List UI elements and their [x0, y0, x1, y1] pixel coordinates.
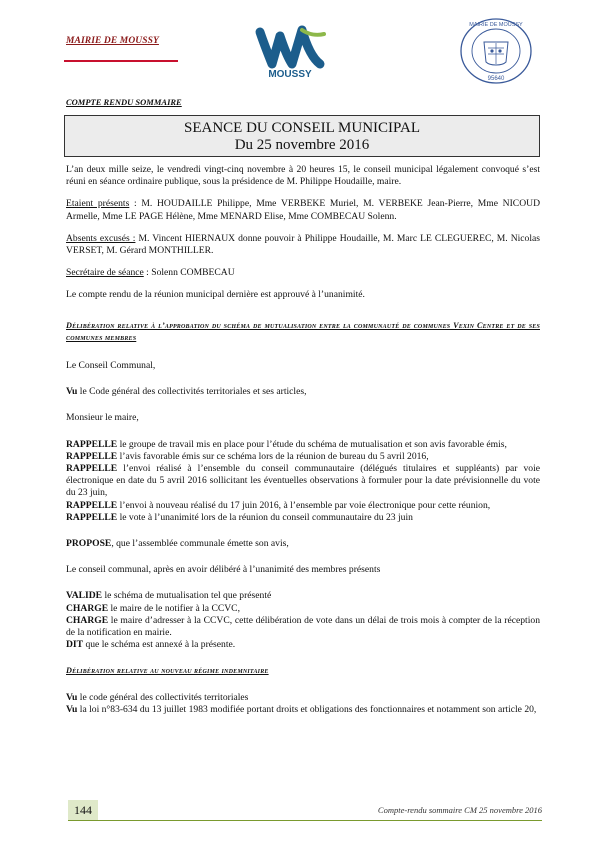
- delib1-vu: [66, 386, 540, 398]
- seal-top-text: MAIRIE DE MOUSSY: [469, 22, 523, 28]
- propose-paragraph: [66, 538, 540, 550]
- title-box: [64, 115, 540, 157]
- absents-paragraph: [66, 233, 540, 257]
- rappelle-text: le vote à l’unanimité lors de la réunion du conseil communautaire du 23 juin: [117, 511, 413, 523]
- page-number: 144: [68, 800, 98, 821]
- rappelle-item: [66, 463, 540, 500]
- page-date: Du 25 novembre 2016: [234, 137, 370, 153]
- delib1-conseil: Le Conseil Communal,: [66, 360, 156, 372]
- mairie-heading: MAIRIE DE MOUSSY: [66, 36, 159, 46]
- rappelle-item: [66, 451, 540, 463]
- moussy-logo-icon: [250, 24, 330, 80]
- rappelle-keyword: RAPPELLE: [66, 463, 118, 475]
- logo-text: MOUSSY: [268, 69, 312, 80]
- vu-keyword: Vu: [66, 386, 78, 398]
- mairie-seal-icon: [458, 16, 534, 86]
- rappelle-text: l’envoi réalisé à l’ensemble du conseil communautaire (délégués titulaires et suppléants) par voie électronique en date du 5 avril 2016 sollicitant les éventuelles observations à formuler pour la date prévisionnelle du vote du 23 juin,: [66, 463, 540, 499]
- decision-item: [66, 639, 540, 651]
- deliberation-paragraph: Le conseil communal, après en avoir délibéré à l’unanimité des membres présents: [66, 564, 381, 576]
- delib1-monsieur: Monsieur le maire,: [66, 412, 139, 424]
- delib1-heading: Délibération relative à l’approbation du schéma de mutualisation entre la communauté de communes Vexin Centre et de ses communes membres: [66, 320, 540, 342]
- delib2-heading: Délibération relative au nouveau régime indemnitaire: [66, 666, 269, 676]
- vu-text: le code général des collectivités territoriales: [77, 691, 249, 703]
- section-label: COMPTE RENDU SOMMAIRE: [66, 97, 182, 107]
- rappelle-item: [66, 500, 540, 512]
- presents-text: : M. HOUDAILLE Philippe, Mme VERBEKE Muriel, M. VERBEKE Jean-Pierre, Mme NICOUD Armelle, Mme LE PAGE Hélène, Mme MENARD Elise, Mme COMBECAU Solenn.: [66, 198, 540, 222]
- footer-caption: Compte-rendu sommaire CM 25 novembre 2016: [377, 805, 542, 815]
- decision-text: que le schéma est annexé à la présente.: [83, 639, 236, 651]
- rappelle-keyword: RAPPELLE: [66, 511, 118, 523]
- footer-rule: [98, 820, 542, 821]
- rappelle-item: [66, 512, 540, 524]
- rappelle-keyword: RAPPELLE: [66, 438, 118, 450]
- rappelle-text: l’envoi à nouveau réalisé du 17 juin 2016, à l’ensemble par voie électronique pour cette réunion,: [117, 499, 491, 511]
- rappelle-keyword: RAPPELLE: [66, 499, 118, 511]
- rappelle-list: [66, 439, 540, 524]
- propose-keyword: PROPOSE: [66, 538, 112, 550]
- document-body: [66, 164, 540, 716]
- propose-text: , que l’assemblée communale émette son avis,: [111, 538, 289, 550]
- decision-keyword: DIT: [66, 639, 84, 651]
- presents-paragraph: [66, 198, 540, 222]
- secretaire-label: Secrétaire de séance: [66, 267, 144, 279]
- decision-text: le maire d’adresser à la CCVC, cette délibération de vote dans un délai de trois mois à compter de la réception de la notification en mairie.: [66, 614, 540, 639]
- decision-list: [66, 590, 540, 651]
- decision-item: [66, 615, 540, 639]
- vu-keyword: Vu: [66, 691, 78, 703]
- intro-paragraph: L’an deux mille seize, le vendredi vingt-cinq novembre à 20 heures 15, le conseil municipal légalement convoqué s’est réuni en séance ordinaire publique, sous la présidence de M. Philippe Houdaille, maire.: [66, 164, 540, 188]
- secretaire-paragraph: [66, 267, 540, 279]
- rappelle-text: le groupe de travail mis en place pour l’étude du schéma de mutualisation et son avis favorable émis,: [117, 438, 507, 450]
- decision-text: le schéma de mutualisation tel que présenté: [102, 590, 272, 602]
- delib2-vu2: [66, 704, 540, 716]
- delib2-vu1: [66, 692, 540, 704]
- decision-item: [66, 590, 540, 602]
- absents-text: M. Vincent HIERNAUX donne pouvoir à Philippe Houdaille, M. Marc LE CLEGUEREC, M. Nicolas VERSET, M. Gérard MONTHILLER.: [66, 232, 540, 257]
- vu-keyword: Vu: [66, 703, 78, 715]
- rappelle-keyword: RAPPELLE: [66, 450, 118, 462]
- rappelle-text: l’avis favorable émis sur ce schéma lors de la réunion de bureau du 5 avril 2016,: [117, 450, 429, 462]
- decision-keyword: CHARGE: [66, 602, 109, 614]
- seal-bottom-text: 95640: [487, 76, 505, 82]
- decision-keyword: VALIDE: [66, 590, 103, 602]
- decision-item: [66, 603, 540, 615]
- vu-text: le Code général des collectivités territoriales et ses articles,: [77, 386, 307, 398]
- absents-label: Absents excusés :: [66, 232, 136, 244]
- decision-text: le maire de le notifier à la CCVC,: [108, 602, 240, 614]
- secretaire-text: : Solenn COMBECAU: [143, 267, 235, 279]
- header-rule: [64, 60, 178, 62]
- page-title: SEANCE DU CONSEIL MUNICIPAL: [184, 120, 420, 136]
- presents-label: Etaient présents: [66, 198, 130, 210]
- rappelle-item: [66, 439, 540, 451]
- decision-keyword: CHARGE: [66, 614, 109, 626]
- approval-paragraph: Le compte rendu de la réunion municipal dernière est approuvé à l’unanimité.: [66, 289, 365, 301]
- vu-text: la loi n°83-634 du 13 juillet 1983 modifiée portant droits et obligations des fonctionnaires et notamment son article 20,: [77, 703, 537, 715]
